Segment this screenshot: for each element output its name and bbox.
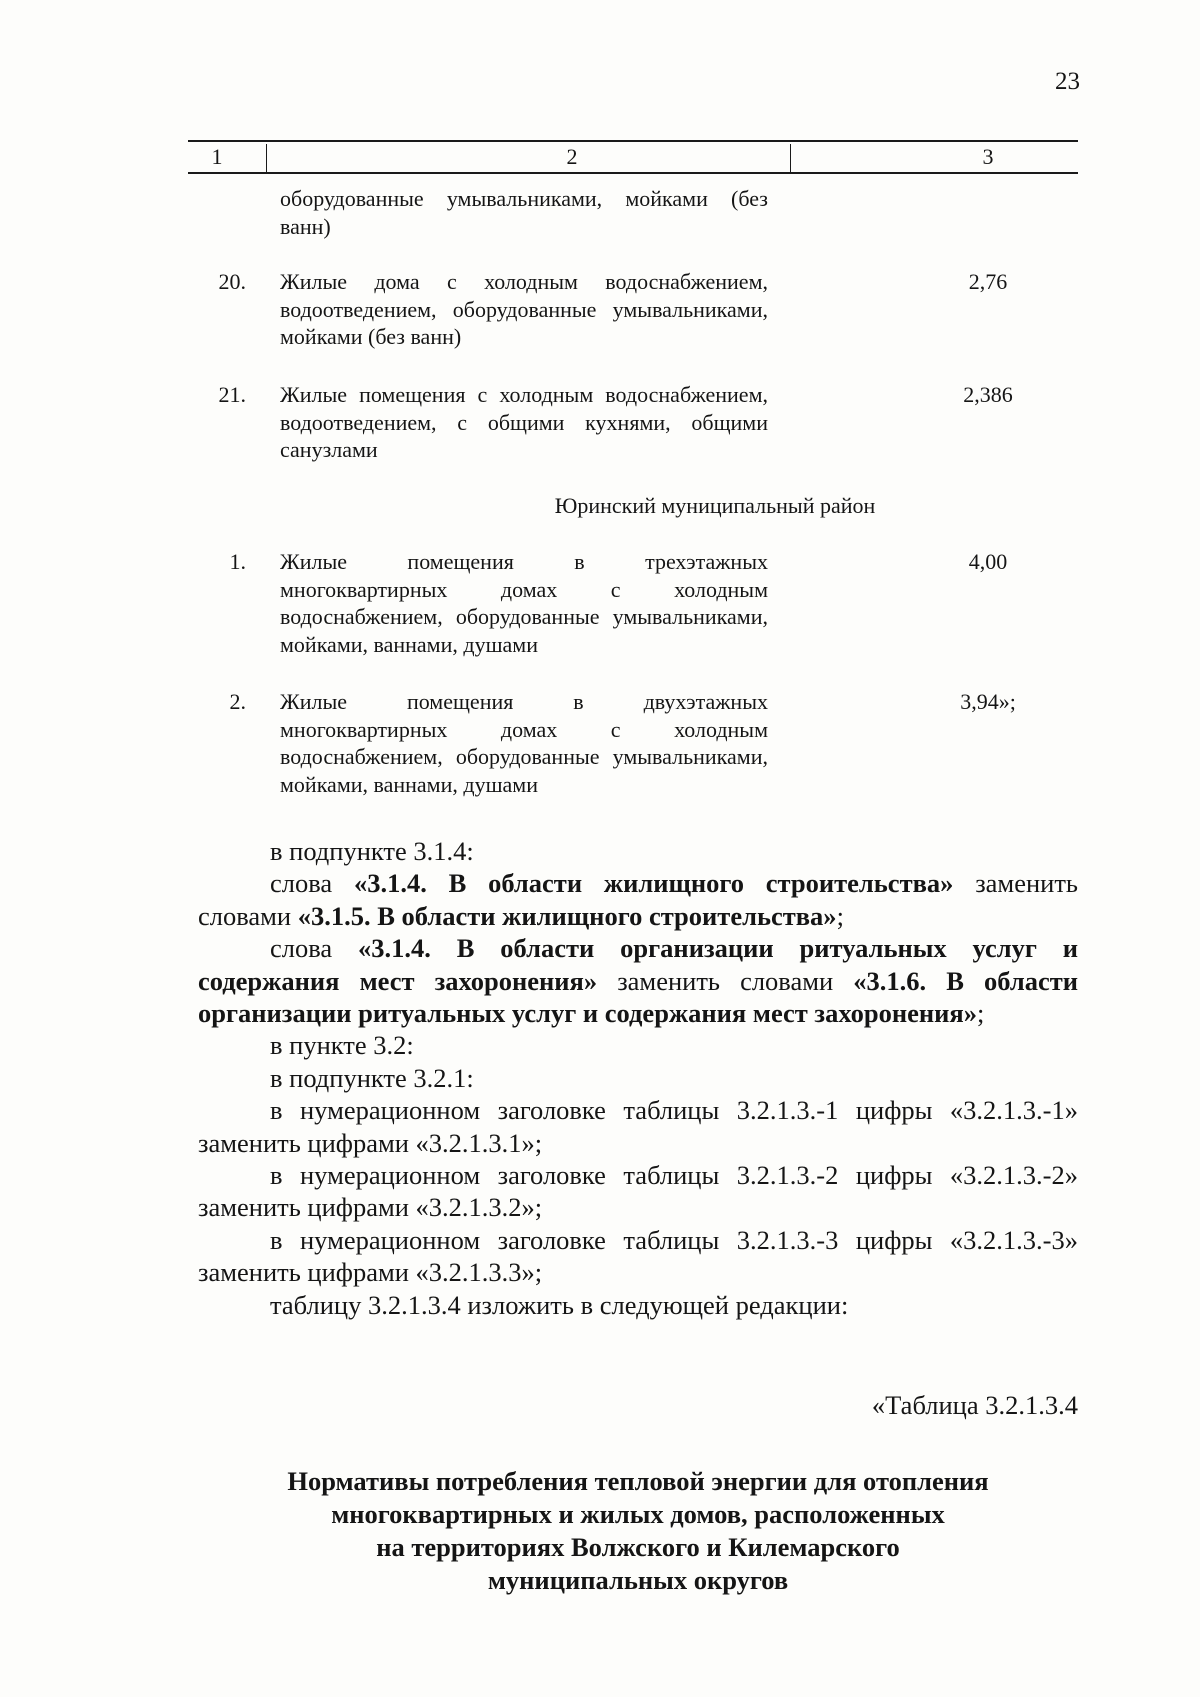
row-number: 20.	[218, 269, 246, 294]
paragraph: таблицу 3.2.1.3.4 изложить в следующей редакции:	[270, 1289, 849, 1320]
paragraph: в подпункте 3.2.1:	[270, 1062, 474, 1093]
row-number: 2.	[229, 689, 246, 714]
text-run: заменить словами	[198, 868, 1078, 931]
table-header	[188, 140, 1078, 174]
paragraph: в нумерационном заголовке таблицы 3.2.1.3.-1 цифры «3.2.1.3.-1» заменить цифрами «3.2.1.3.1»;	[198, 1095, 1078, 1158]
row-number: 21.	[218, 382, 246, 407]
paragraph: в пункте 3.2:	[270, 1030, 414, 1061]
row-description: Жилые помещения в двухэтажных многоквартирных домах с холодным водоснабжением, оборудованные умывальниками, мойками, ваннами, душами	[280, 689, 768, 797]
paragraph: в подпункте 3.1.4:	[270, 836, 474, 866]
table-section-heading	[480, 493, 950, 519]
row-description: оборудованные умывальниками, мойками (без ванн)	[280, 186, 768, 239]
title-line: муниципальных округов	[487, 1565, 789, 1595]
title-line: многоквартирных и жилых домов, расположенных	[331, 1499, 945, 1529]
text-run: заменить словами	[597, 965, 854, 996]
row-description: Жилые помещения в трехэтажных многоквартирных домах с холодным водоснабжением, оборудованные умывальниками, мойками, ваннами, душами	[280, 549, 768, 657]
row-description: Жилые помещения с холодным водоснабжением, водоотведением, с общими кухнями, общими санузлами	[280, 382, 768, 462]
row-value: 4,00	[968, 549, 1008, 574]
title-line: Нормативы потребления тепловой энергии для отопления	[287, 1466, 989, 1496]
row-number: 1.	[229, 549, 246, 574]
bold-run: «3.1.4. В области жилищного строительства»	[353, 868, 954, 899]
table-caption: «Таблица 3.2.1.3.4	[871, 1390, 1078, 1420]
text-run: ;	[976, 998, 985, 1029]
text-run: слова	[270, 933, 359, 964]
title-line: на территориях Волжского и Килемарского	[376, 1532, 900, 1562]
section-heading-text: Юринский муниципальный район	[554, 493, 876, 518]
bold-run: «3.1.5. В области жилищного строительства»	[297, 900, 837, 931]
bold-run: «3.1.4. В области организации ритуальных услуг и содержания мест захоронения»	[198, 933, 1078, 996]
header-col-3: 3	[982, 144, 994, 169]
paragraph	[198, 932, 1078, 1029]
paragraph: в нумерационном заголовке таблицы 3.2.1.3.-2 цифры «3.2.1.3.-2» заменить цифрами «3.2.1.3.2»;	[198, 1160, 1078, 1223]
header-col-1: 1	[211, 144, 223, 169]
text-run: ;	[836, 900, 844, 931]
paragraph: в нумерационном заголовке таблицы 3.2.1.3.-3 цифры «3.2.1.3.-3» заменить цифрами «3.2.1.3.3»;	[198, 1224, 1078, 1288]
row-value: 2,386	[963, 382, 1013, 407]
row-value: 3,94»;	[960, 689, 1016, 714]
text-run: слова	[270, 868, 354, 899]
paragraph	[198, 867, 1078, 932]
amendment-text	[198, 835, 1078, 1321]
bold-run: «3.1.6. В области организации ритуальных услуг и содержания мест захоронения»	[198, 965, 1078, 1029]
row-value: 2,76	[968, 269, 1008, 294]
page-number: 23	[1055, 68, 1080, 95]
table-title	[198, 1465, 1078, 1597]
row-description: Жилые дома с холодным водоснабжением, водоотведением, оборудованные умывальниками, мойками (без ванн)	[280, 269, 768, 349]
header-col-2: 2	[566, 144, 578, 169]
